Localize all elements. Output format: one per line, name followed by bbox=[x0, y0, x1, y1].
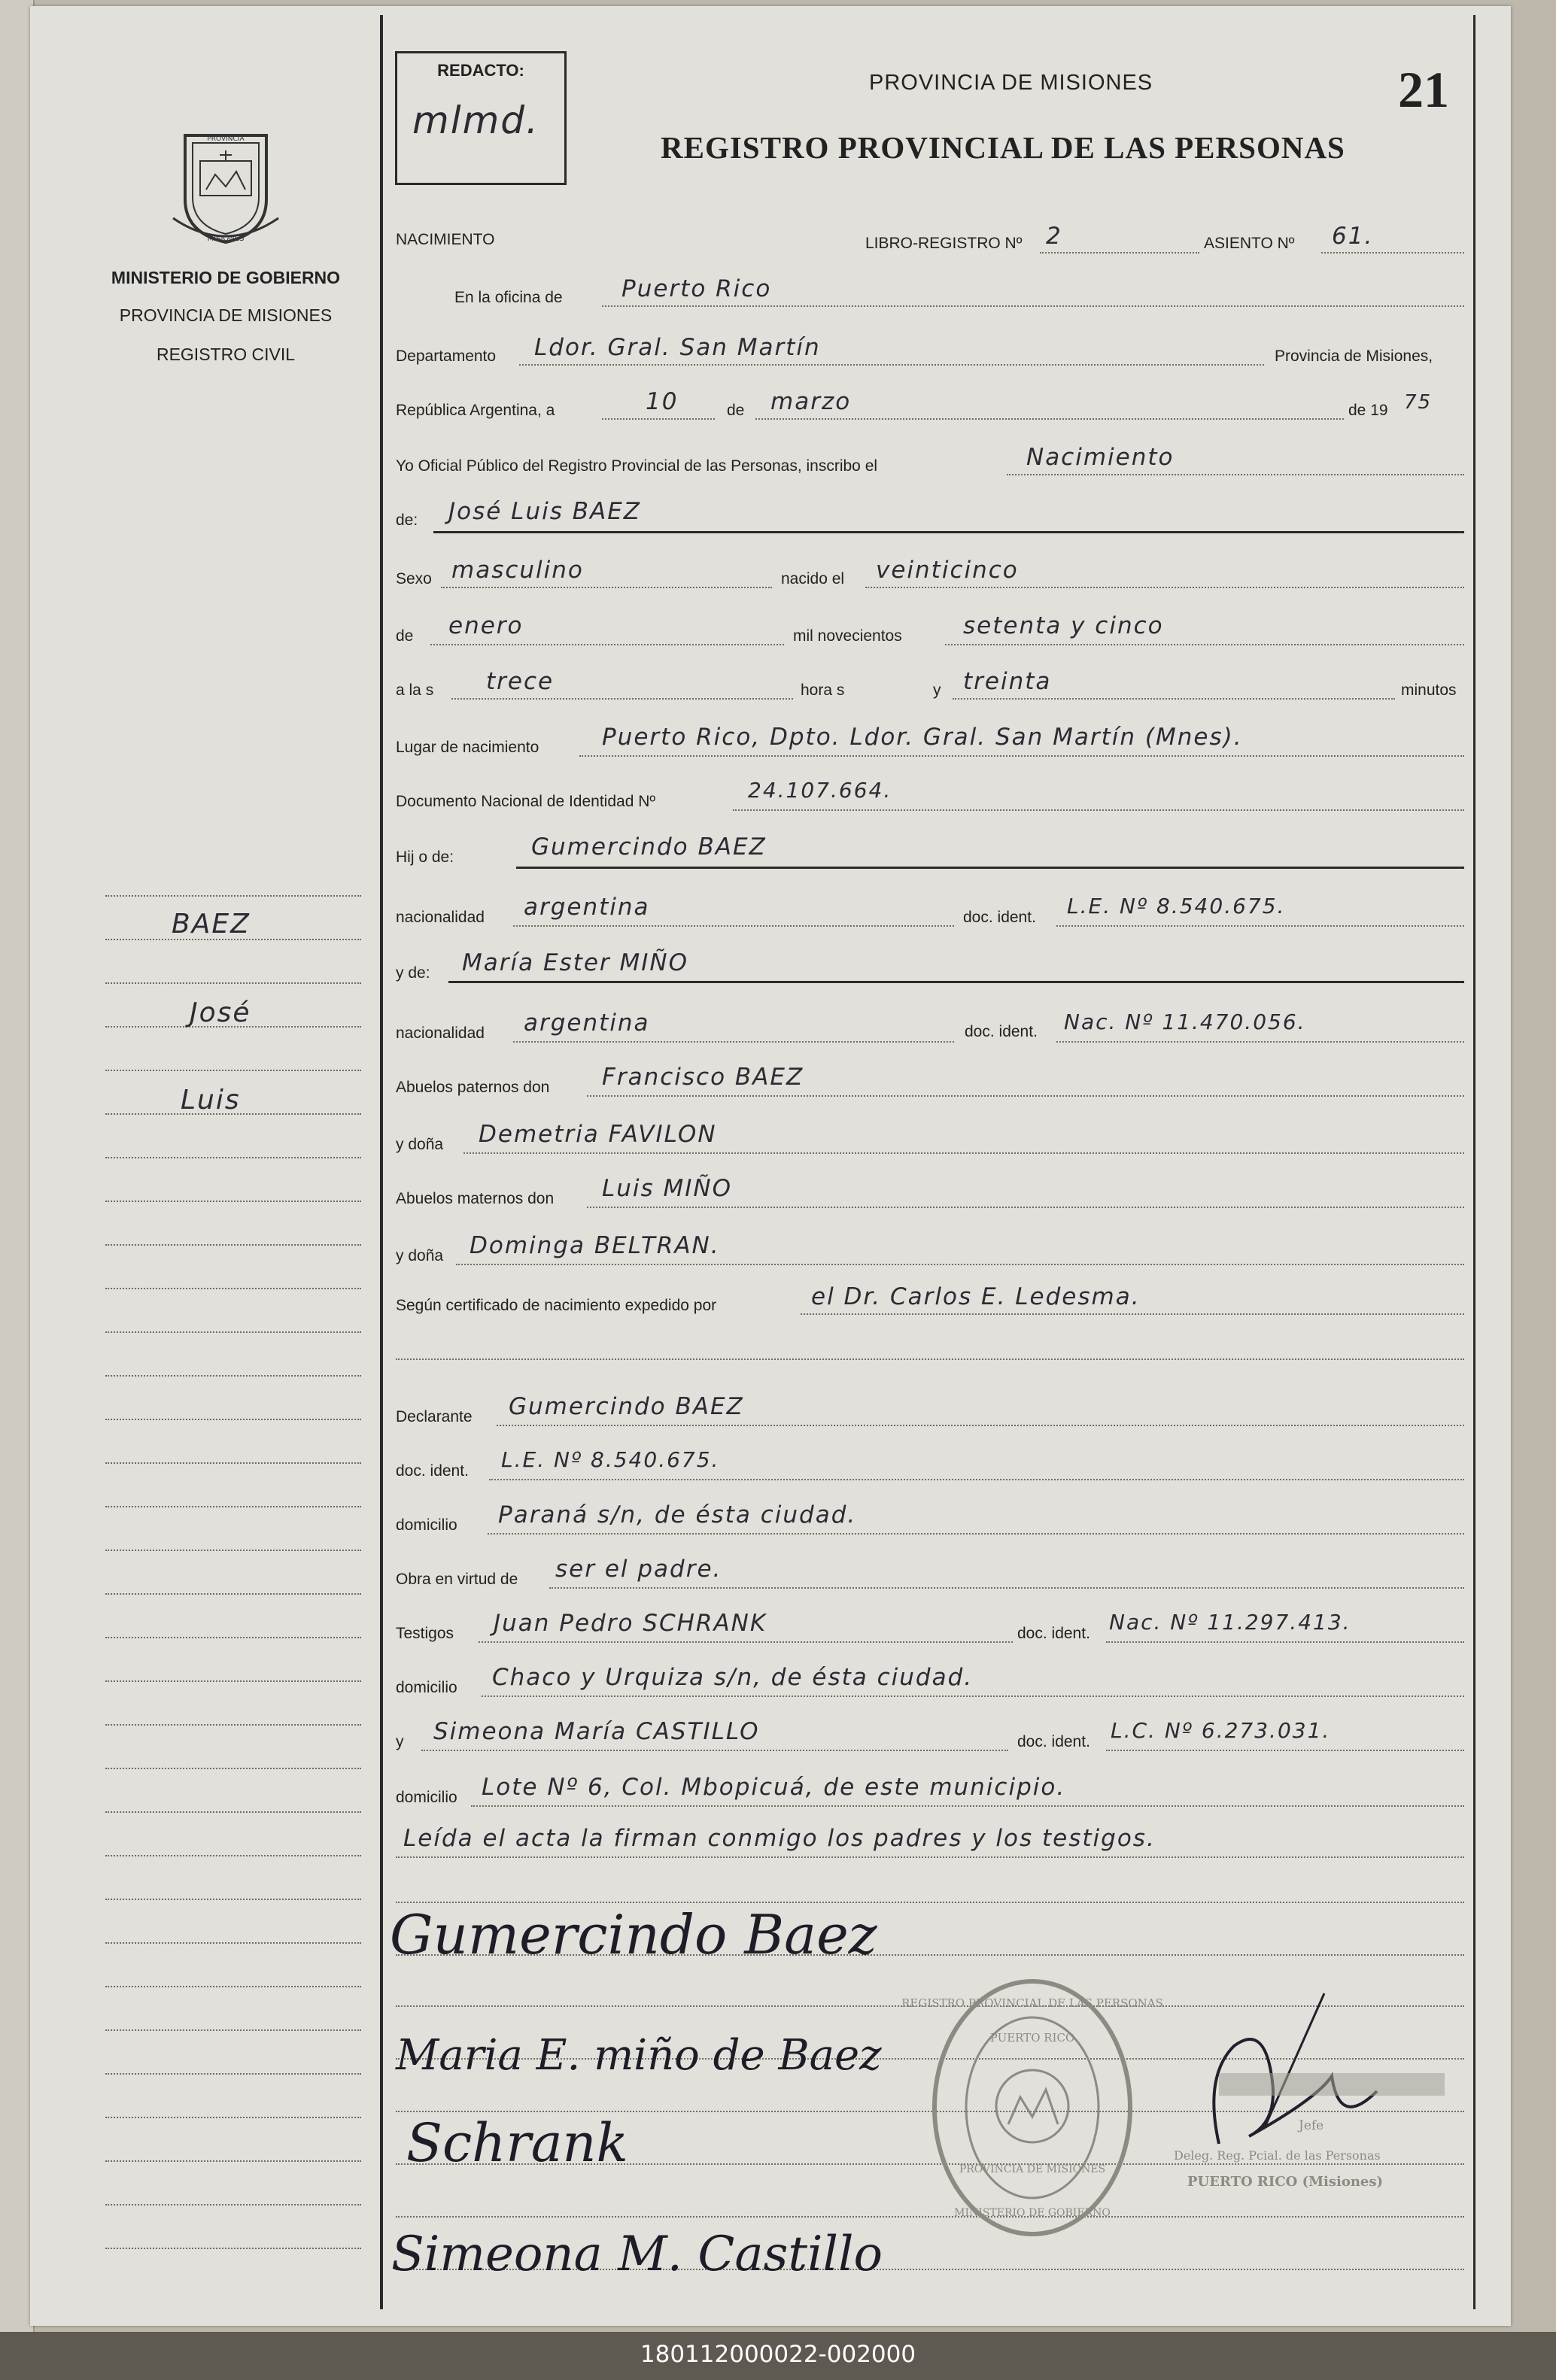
margin-dotted-line bbox=[105, 1506, 361, 1507]
official-stamp-line-2: Deleg. Reg. Pcial. de las Personas bbox=[1174, 2148, 1381, 2163]
margin-dotted-line bbox=[105, 1462, 361, 1464]
domicilio-label-3: domicilio bbox=[396, 1789, 457, 1806]
dotted-line bbox=[1056, 925, 1464, 927]
declarante-doc-value: L.E. Nº 8.540.675. bbox=[501, 1447, 720, 1472]
dotted-line bbox=[471, 1805, 1464, 1807]
margin-dotted-line bbox=[105, 1986, 361, 1987]
registro-heading: REGISTRO PROVINCIAL DE LAS PERSONAS bbox=[661, 130, 1345, 165]
testigo1-value: Juan Pedro SCHRANK bbox=[494, 1610, 767, 1637]
dotted-line bbox=[549, 1587, 1464, 1589]
dotted-line bbox=[1040, 252, 1199, 253]
provincia-suffix: Provincia de Misiones, bbox=[1275, 348, 1433, 365]
padre-doc-value: L.E. Nº 8.540.675. bbox=[1067, 894, 1286, 918]
dotted-line bbox=[1106, 1641, 1464, 1643]
sexo-value: masculino bbox=[451, 557, 584, 584]
margin-dotted-line bbox=[105, 1331, 361, 1333]
dotted-line bbox=[602, 305, 1464, 307]
asiento-label: ASIENTO Nº bbox=[1204, 235, 1295, 252]
margin-dotted-line bbox=[105, 2204, 361, 2205]
dotted-line bbox=[463, 1152, 1464, 1154]
signature-mother: Maria E. miño de Baez bbox=[396, 2031, 882, 2080]
departamento-value: Ldor. Gral. San Martín bbox=[534, 334, 821, 361]
de-label: de bbox=[727, 402, 745, 419]
margin-dotted-line bbox=[105, 2117, 361, 2118]
nacido-label: nacido el bbox=[781, 570, 845, 587]
nacionalidad-label-2: nacionalidad bbox=[396, 1025, 485, 1042]
testigo1-domicilio-value: Chaco y Urquiza s/n, de ésta ciudad. bbox=[492, 1664, 974, 1691]
margin-dotted-line bbox=[105, 2248, 361, 2249]
dotted-line bbox=[953, 698, 1395, 700]
ydona-label-2: y doña bbox=[396, 1247, 444, 1264]
document-id: 180112000022-002000 bbox=[640, 2341, 916, 2368]
abuela-materna-value: Dominga BELTRAN. bbox=[470, 1232, 720, 1259]
republica-label: República Argentina, a bbox=[396, 402, 555, 419]
doc-label: doc. ident. bbox=[963, 909, 1036, 926]
official-stamp-line-3: PUERTO RICO (Misiones) bbox=[1187, 2174, 1384, 2190]
minutos-label: minutos bbox=[1401, 682, 1457, 699]
dotted-line bbox=[421, 1750, 1008, 1751]
hora-value: trece bbox=[486, 668, 555, 695]
margin-first-name: José bbox=[190, 997, 251, 1028]
stamp-round-line-4: MINISTERIO DE GOBIERNO bbox=[954, 2207, 1111, 2219]
dotted-line bbox=[755, 418, 1344, 420]
margin-dotted-line bbox=[105, 1942, 361, 1944]
stamp-round-line-2: PUERTO RICO bbox=[989, 2031, 1075, 2045]
yde-label: y de: bbox=[396, 964, 430, 982]
departamento-label: Departamento bbox=[396, 348, 497, 365]
certificado-value: el Dr. Carlos E. Ledesma. bbox=[811, 1283, 1141, 1310]
alas-label: a la s bbox=[396, 682, 434, 699]
dotted-line bbox=[489, 1479, 1464, 1480]
margin-dotted-line bbox=[105, 1768, 361, 1769]
madre-doc-value: Nac. Nº 11.470.056. bbox=[1064, 1009, 1306, 1034]
margin-dotted-line bbox=[105, 1550, 361, 1551]
margin-surname: BAEZ bbox=[172, 909, 251, 940]
signature-witness-2: Simeona M. Castillo bbox=[391, 2227, 883, 2282]
dotted-line bbox=[396, 1856, 1464, 1858]
nacionalidad-label: nacionalidad bbox=[396, 909, 485, 926]
dni-value: 24.107.664. bbox=[748, 778, 892, 803]
minutos-value: treinta bbox=[963, 668, 1052, 695]
fecha-anio-value: 75 bbox=[1404, 391, 1433, 414]
certificado-label: Según certificado de nacimiento expedido por bbox=[396, 1297, 717, 1314]
name-underline bbox=[433, 531, 1464, 533]
dotted-line bbox=[587, 1095, 1464, 1097]
provincia-label: PROVINCIA DE MISIONES bbox=[119, 305, 333, 325]
domicilio-label-2: domicilio bbox=[396, 1679, 457, 1696]
sexo-label: Sexo bbox=[396, 570, 432, 587]
oficina-label: En la oficina de bbox=[454, 289, 563, 306]
testigo2-doc-value: L.C. Nº 6.273.031. bbox=[1111, 1718, 1331, 1743]
margin-dotted-line bbox=[105, 1244, 361, 1246]
redacto-signature: mlmd. bbox=[412, 99, 539, 142]
margin-dotted-line bbox=[105, 1419, 361, 1420]
padre-nacionalidad-value: argentina bbox=[524, 894, 650, 921]
dotted-line bbox=[865, 587, 1464, 588]
margin-dotted-line bbox=[105, 1375, 361, 1377]
ydona-label: y doña bbox=[396, 1136, 444, 1153]
madre-underline bbox=[448, 981, 1464, 983]
madre-nacionalidad-value: argentina bbox=[524, 1009, 650, 1037]
seal-bottom-text: MISIONES bbox=[207, 235, 245, 243]
page-number: 21 bbox=[1398, 61, 1449, 118]
margin-dotted-line bbox=[105, 1157, 361, 1158]
abuelos-maternos-label: Abuelos maternos don bbox=[396, 1190, 555, 1207]
margin-dotted-line bbox=[105, 1201, 361, 1202]
fecha-mes-value: marzo bbox=[770, 388, 852, 415]
signature-father: Gumercindo Baez bbox=[390, 1903, 877, 1966]
doc-label-2: doc. ident. bbox=[965, 1023, 1038, 1040]
official-signature-icon bbox=[1151, 1986, 1467, 2234]
dotted-line bbox=[733, 809, 1464, 811]
round-official-stamp-icon bbox=[901, 1977, 1163, 2239]
registro-civil-label: REGISTRO CIVIL bbox=[156, 345, 296, 364]
doc-label-4: doc. ident. bbox=[1017, 1733, 1090, 1750]
stamp-round-line-3: PROVINCIA DE MISIONES bbox=[959, 2163, 1106, 2175]
abuelo-paterno-value: Francisco BAEZ bbox=[602, 1064, 804, 1091]
margin-dotted-line bbox=[105, 1724, 361, 1726]
dotted-line bbox=[479, 1641, 1013, 1643]
dotted-line bbox=[602, 418, 715, 420]
hijo-label: Hij o de: bbox=[396, 848, 454, 866]
redacto-label: REDACTO: bbox=[437, 61, 524, 80]
obra-value: ser el padre. bbox=[555, 1556, 722, 1583]
cierre-text: Leída el acta la firman conmigo los padres y los testigos. bbox=[403, 1825, 1156, 1852]
nacido-anio-value: setenta y cinco bbox=[963, 612, 1164, 639]
dotted-line bbox=[1106, 1750, 1464, 1751]
dotted-line bbox=[587, 1207, 1464, 1208]
nacido-mes-value: enero bbox=[448, 612, 524, 639]
margin-rule bbox=[380, 15, 383, 2309]
redacto-box bbox=[395, 51, 567, 185]
dotted-line bbox=[497, 1425, 1464, 1426]
libro-value: 2 bbox=[1046, 223, 1062, 250]
mil-label: mil novecientos bbox=[793, 627, 902, 645]
testigo1-doc-value: Nac. Nº 11.297.413. bbox=[1109, 1610, 1351, 1635]
declarante-domicilio-value: Paraná s/n, de ésta ciudad. bbox=[498, 1501, 857, 1528]
margin-dotted-line bbox=[105, 1680, 361, 1682]
fecha-dia-value: 10 bbox=[646, 388, 679, 415]
acto-value: Nacimiento bbox=[1026, 444, 1175, 471]
margin-dotted-line bbox=[105, 1070, 361, 1071]
testigo2-domicilio-value: Lote Nº 6, Col. Mbopicuá, de este municipio. bbox=[482, 1774, 1066, 1801]
margin-dotted-line bbox=[105, 1899, 361, 1900]
nacido-dia-value: veinticinco bbox=[876, 557, 1019, 584]
doc-label-3: doc. ident. bbox=[1017, 1625, 1090, 1642]
margin-dotted-line bbox=[105, 1855, 361, 1856]
y-label: y bbox=[933, 682, 941, 699]
padre-value: Gumercindo BAEZ bbox=[531, 833, 767, 861]
de-nombre-label: de: bbox=[396, 512, 418, 529]
domicilio-label: domicilio bbox=[396, 1516, 457, 1534]
horas-label: hora s bbox=[801, 682, 845, 699]
margin-dotted-line bbox=[105, 1288, 361, 1289]
margin-second-name: Luis bbox=[181, 1085, 241, 1116]
dotted-line bbox=[513, 925, 954, 927]
margin-dotted-line bbox=[105, 2160, 361, 2162]
dotted-line bbox=[1056, 1041, 1464, 1043]
nacimiento-label: NACIMIENTO bbox=[396, 231, 495, 248]
de-mes-label: de bbox=[396, 627, 414, 645]
margin-dotted-line bbox=[105, 2073, 361, 2075]
dotted-line bbox=[579, 755, 1464, 757]
oficial-label: Yo Oficial Público del Registro Provincial de las Personas, inscribo el bbox=[396, 457, 878, 475]
docident-label: doc. ident. bbox=[396, 1462, 469, 1480]
seal-top-text: PROVINCIA bbox=[207, 135, 245, 143]
margin-dotted-line bbox=[105, 895, 361, 897]
madre-value: María Ester MIÑO bbox=[462, 949, 688, 976]
margin-dotted-line bbox=[105, 982, 361, 984]
dotted-line bbox=[513, 1041, 954, 1043]
de-anio-label: de 19 bbox=[1348, 402, 1388, 419]
dotted-line bbox=[1321, 252, 1464, 253]
dotted-line bbox=[441, 587, 772, 588]
asiento-value: 61. bbox=[1332, 223, 1374, 250]
testigos-label: Testigos bbox=[396, 1625, 454, 1642]
testigo2-value: Simeona María CASTILLO bbox=[433, 1718, 760, 1745]
provincial-seal-icon bbox=[170, 128, 281, 248]
margin-dotted-line bbox=[105, 1637, 361, 1638]
dni-label: Documento Nacional de Identidad Nº bbox=[396, 793, 656, 810]
signature-witness-1: Schrank bbox=[406, 2112, 628, 2174]
margin-dotted-line bbox=[105, 1811, 361, 1813]
lugar-value: Puerto Rico, Dpto. Ldor. Gral. San Martín (Mnes). bbox=[602, 724, 1243, 751]
declarante-value: Gumercindo BAEZ bbox=[509, 1393, 744, 1420]
dotted-line bbox=[801, 1313, 1464, 1315]
dotted-line bbox=[430, 644, 784, 645]
lugar-label: Lugar de nacimiento bbox=[396, 739, 539, 756]
dotted-line bbox=[482, 1695, 1464, 1697]
dotted-line bbox=[945, 644, 1464, 645]
official-stamp-line-1: Jefe bbox=[1299, 2118, 1324, 2133]
abuelo-materno-value: Luis MIÑO bbox=[602, 1175, 733, 1202]
stamp-round-line-1: REGISTRO PROVINCIAL DE LAS PERSONAS bbox=[901, 1996, 1163, 2010]
declarante-label: Declarante bbox=[396, 1408, 473, 1425]
dotted-line bbox=[456, 1264, 1464, 1265]
dotted-line bbox=[488, 1533, 1464, 1535]
oficina-value: Puerto Rico bbox=[621, 275, 772, 302]
provincia-heading: PROVINCIA DE MISIONES bbox=[869, 71, 1153, 95]
nombre-value: José Luis BAEZ bbox=[448, 498, 642, 525]
y-label-2: y bbox=[396, 1733, 404, 1750]
dotted-line bbox=[1007, 474, 1464, 475]
right-rule bbox=[1473, 15, 1475, 2309]
obra-label: Obra en virtud de bbox=[396, 1571, 518, 1588]
padre-underline bbox=[516, 867, 1464, 869]
margin-dotted-line bbox=[105, 2029, 361, 2031]
dotted-line bbox=[451, 698, 793, 700]
dotted-line bbox=[519, 364, 1264, 366]
abuela-paterna-value: Demetria FAVILON bbox=[479, 1121, 717, 1148]
official-signature-stamp bbox=[1151, 1986, 1467, 2234]
libro-label: LIBRO-REGISTRO Nº bbox=[865, 235, 1023, 252]
abuelos-paternos-label: Abuelos paternos don bbox=[396, 1079, 550, 1096]
ministerio-label: MINISTERIO DE GOBIERNO bbox=[111, 268, 341, 287]
margin-dotted-line bbox=[105, 1593, 361, 1595]
dotted-line bbox=[396, 1358, 1464, 1360]
